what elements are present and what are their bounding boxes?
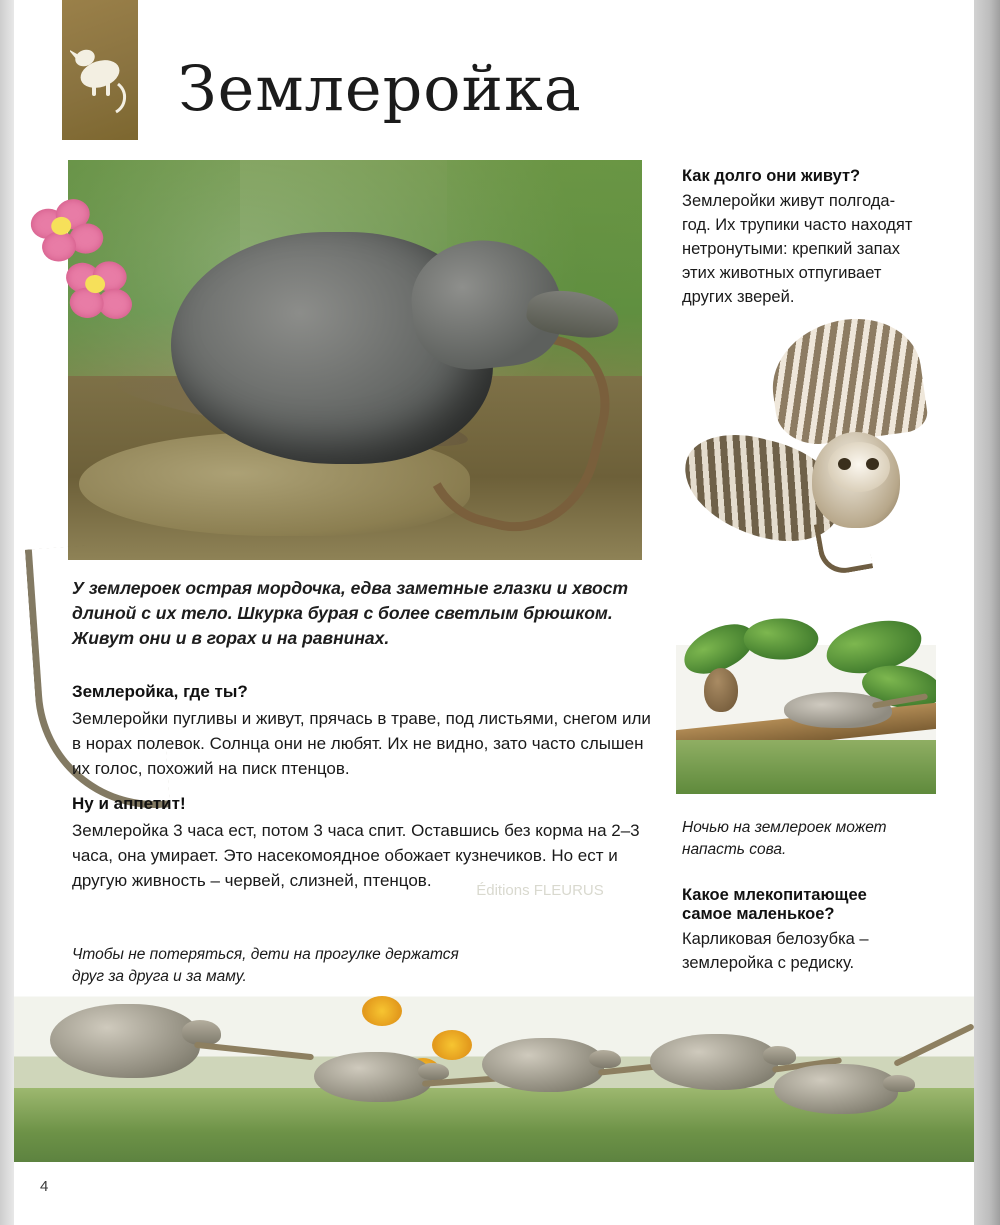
shrew-family-caravan-illustration bbox=[14, 986, 974, 1162]
section-tab-emblem bbox=[62, 0, 138, 140]
section-body: Землеройки живут полгода-год. Их трупики часто находят нетронутыми: крепкий запах этих животных отпугивает других зверей. bbox=[682, 192, 913, 306]
section-how-long-they-live bbox=[682, 167, 920, 309]
pink-flowers-decoration bbox=[30, 190, 150, 350]
shrew-main-illustration bbox=[68, 160, 642, 560]
intro-caption bbox=[72, 576, 662, 651]
section-body: Землеройка 3 часа ест, потом 3 часа спит. Оставшись без корма на 2–3 часа, она умирает. Это насекомоядное обожает кузнечиков. Но ест и другую живность – червей, слизней, птенцов. bbox=[72, 821, 640, 890]
section-smallest-mammal bbox=[682, 886, 920, 975]
shrew-on-branch-illustration bbox=[676, 612, 936, 794]
section-heading: Как долго они живут? bbox=[682, 167, 861, 185]
section-heading: Какое млекопитающее самое маленькое? bbox=[682, 886, 867, 923]
caption-bottom-left: Чтобы не потеряться, дети на прогулке держатся друг за друга и за маму. bbox=[72, 946, 459, 985]
caption-owl: Ночью на землероек может напасть сова. bbox=[682, 819, 887, 858]
section-body: Карликовая белозубка – землеройка с редиску. bbox=[682, 930, 869, 972]
page-left-edge bbox=[0, 0, 14, 1225]
watermark-text: Éditions FLEURUS bbox=[476, 882, 604, 899]
page-right-edge bbox=[974, 0, 1000, 1225]
owl-attacking-illustration bbox=[676, 320, 936, 620]
section-body: Землеройки пугливы и живут, прячась в траве, под листьями, снегом или в норах полевок. Солнца они не любят. Их не видно, зато часто слышен их голос, похожий на писк птенцов. bbox=[72, 709, 651, 778]
section-where-are-you bbox=[72, 682, 662, 781]
page-title: Землеройка bbox=[178, 52, 582, 125]
section-appetite bbox=[72, 794, 662, 893]
intro-caption-text: У землероек острая мордочка, едва заметные глазки и хвост длиной с их тело. Шкурка бурая с более светлым брюшком. Живут они и в горах и на равнинах. bbox=[72, 578, 629, 648]
section-heading: Ну и аппетит! bbox=[72, 794, 186, 813]
shrew-silhouette-icon bbox=[70, 22, 130, 117]
page-number: 4 bbox=[40, 1178, 49, 1195]
section-heading: Землеройка, где ты? bbox=[72, 682, 248, 701]
